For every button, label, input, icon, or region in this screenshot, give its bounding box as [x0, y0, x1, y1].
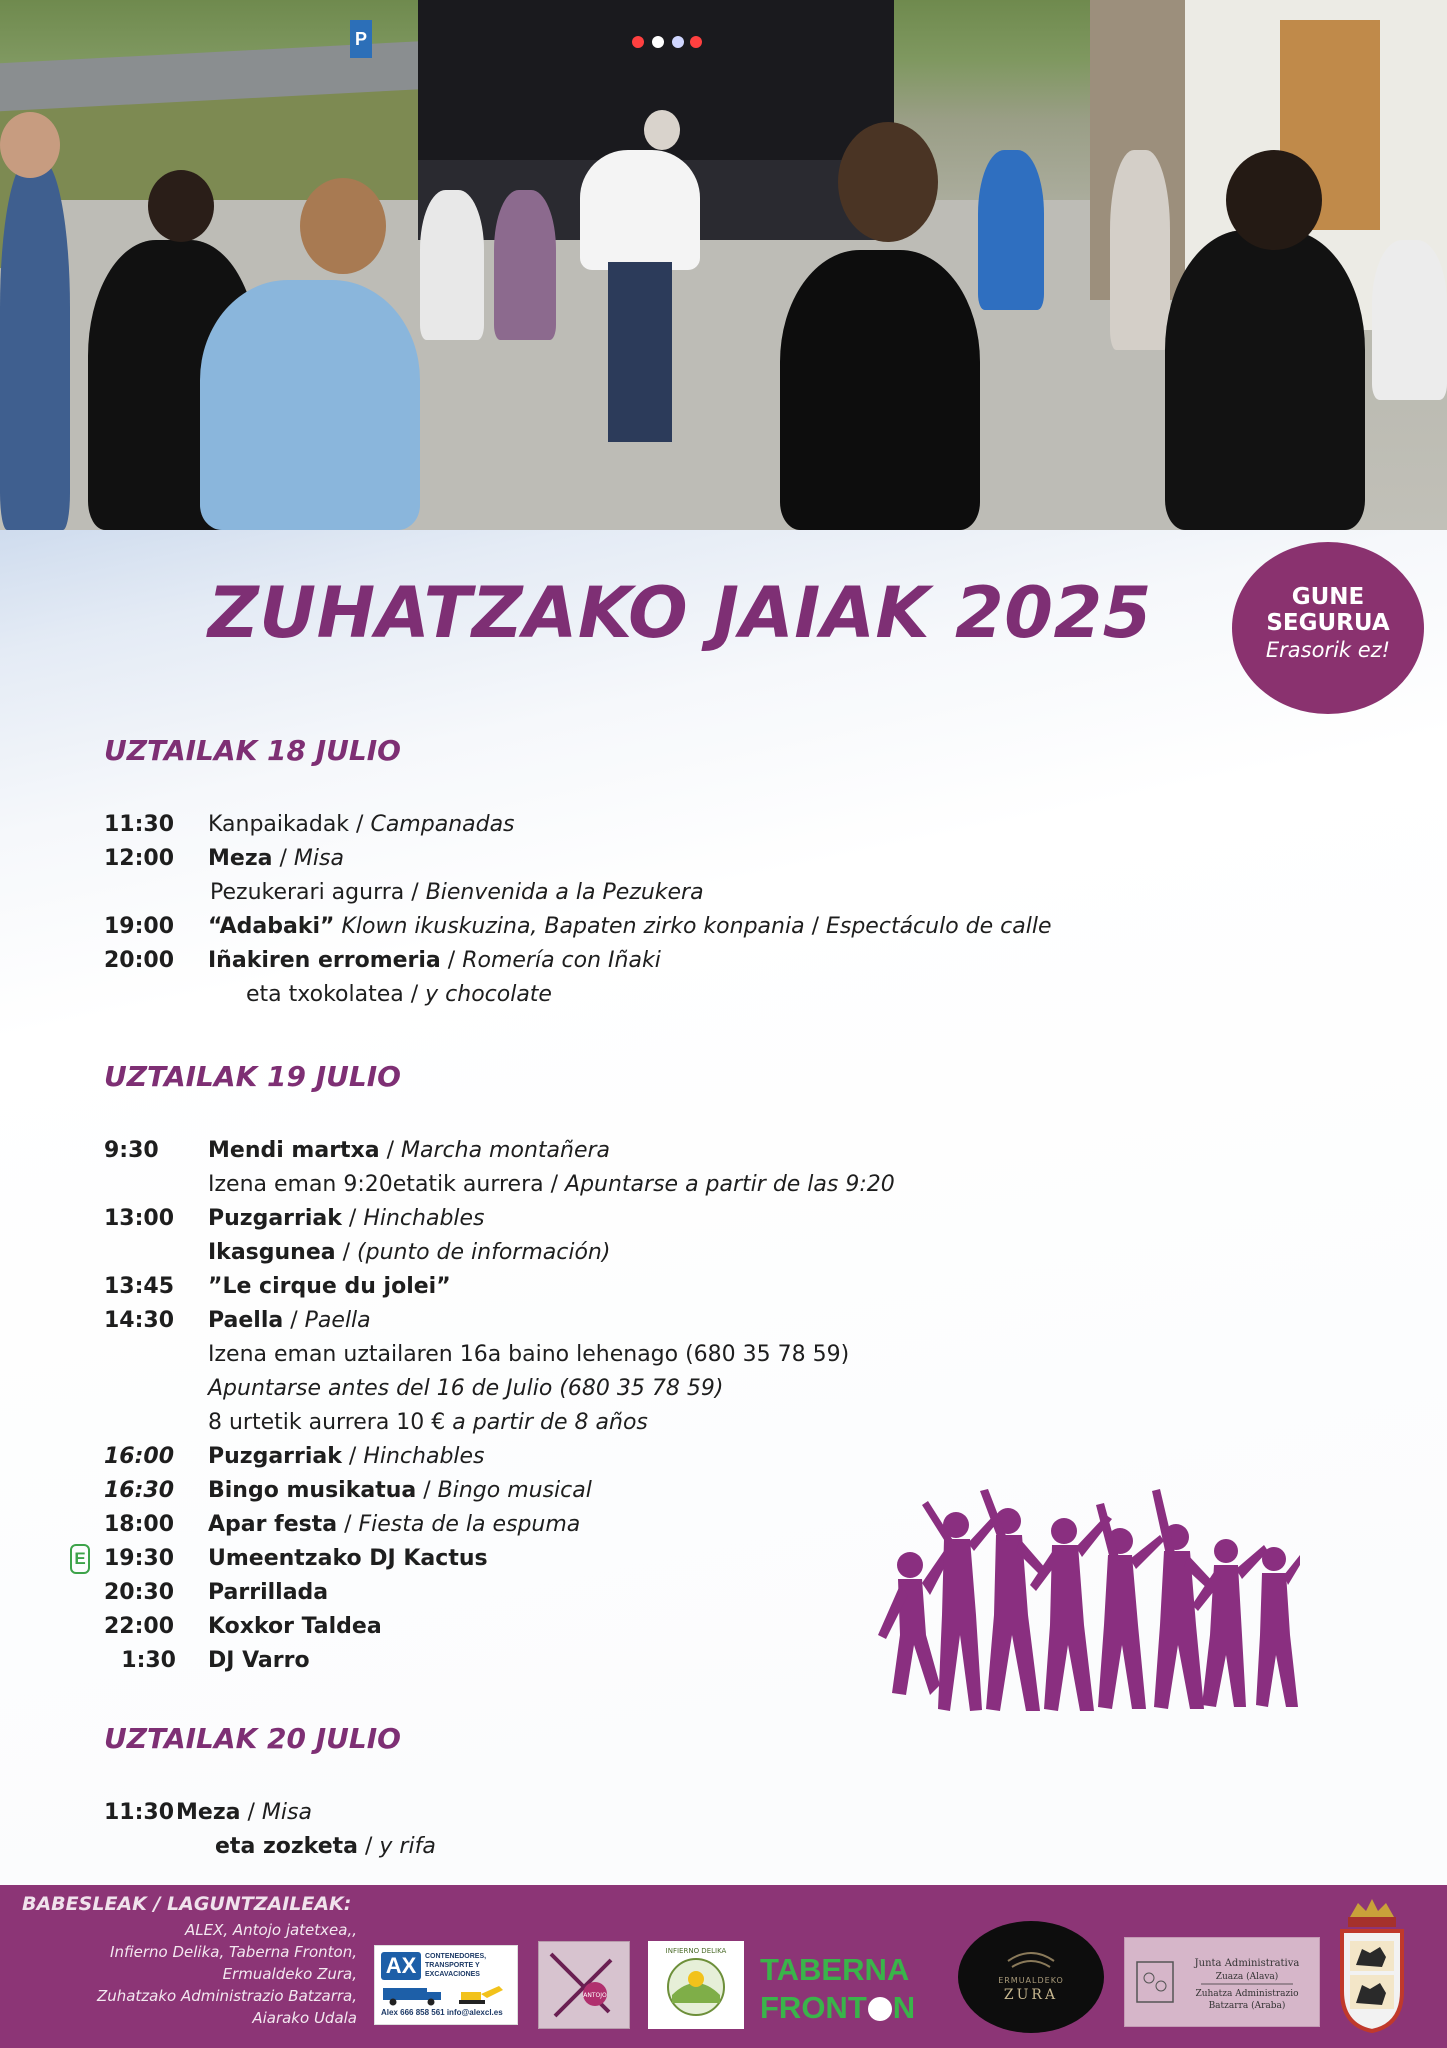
separator: / — [365, 1834, 373, 1859]
event-translation: y rifa — [379, 1834, 436, 1859]
photo-person — [494, 190, 556, 340]
event-name: Izena eman 9:20etatik aurrera — [208, 1172, 544, 1197]
separator: / — [386, 1138, 395, 1163]
separator: / — [423, 1478, 431, 1503]
stage-light — [632, 36, 644, 48]
event-time: 16:30 — [104, 1478, 175, 1503]
event-translation: Apuntarse a partir de las 9:20 — [565, 1172, 895, 1197]
event-name: Puzgarriak — [208, 1206, 342, 1231]
event-name: Pezukerari agurra — [210, 880, 405, 905]
photo-person-head — [644, 110, 680, 150]
event-name: Koxkor Taldea — [208, 1614, 382, 1639]
separator: / — [550, 1172, 559, 1197]
sponsor-line: Infierno Delika, Taberna Fronton, — [110, 1943, 357, 1961]
day-heading: UZTAILAK 20 JULIO — [104, 1722, 401, 1755]
event-row — [0, 876, 1300, 910]
photo-person-head — [838, 122, 938, 242]
taberna-logo-line2-end: N — [892, 1990, 916, 2025]
event-name: eta zozketa — [215, 1834, 358, 1859]
event-row — [0, 1440, 1300, 1474]
event-translation: Fiesta de la espuma — [358, 1512, 581, 1537]
event-translation: Hinchables — [363, 1206, 485, 1231]
photo-person — [420, 190, 484, 340]
photo-person — [1165, 230, 1365, 530]
event-detail: Klown ikuskuzina, Bapaten zirko konpania — [341, 914, 805, 939]
event-row — [0, 842, 1300, 876]
event-time: 19:00 — [104, 914, 175, 939]
event-time: 13:45 — [104, 1274, 175, 1299]
coat-of-arms-icon — [1336, 1895, 1408, 2035]
event-time: 18:00 — [104, 1512, 175, 1537]
junta-administrativa-seal-icon — [1125, 1938, 1321, 2028]
photo-person-head — [0, 112, 60, 178]
event-translation: Marcha montañera — [401, 1138, 610, 1163]
event-name: Apar festa — [208, 1512, 338, 1537]
separator: / — [279, 846, 287, 871]
separator: / — [356, 812, 364, 837]
photo-person — [1372, 240, 1447, 400]
event-row — [0, 1338, 1300, 1372]
event-time: 12:00 — [104, 846, 175, 871]
program-section — [0, 530, 1447, 1885]
event-translation: Espectáculo de calle — [825, 914, 1052, 939]
antojo-logo-text: ANTOJO — [583, 1992, 607, 1999]
sponsor-line: Aiarako Udala — [252, 2009, 357, 2027]
event-row — [0, 978, 1300, 1012]
photo-person-head — [148, 170, 214, 242]
infierno-delika-logo — [648, 1941, 744, 2029]
event-time: 9:30 — [104, 1138, 159, 1163]
photo-person — [780, 250, 980, 530]
event-row — [0, 1202, 1300, 1236]
event-translation: Bienvenida a la Pezukera — [425, 880, 704, 905]
page-title: ZUHATZAKO JAIAK 2025 — [208, 572, 1152, 654]
separator: / — [811, 914, 819, 939]
event-time: 1:30 — [121, 1648, 176, 1673]
badge-line: SEGURUA — [1266, 610, 1390, 636]
event-translation: (punto de información) — [357, 1240, 611, 1265]
antojo-logo — [538, 1941, 630, 2029]
taberna-logo-line1: TABERNA — [760, 1952, 910, 1987]
event-translation: Romería con Iñaki — [462, 948, 661, 973]
junta-logo-line4: Batzarra (Araba) — [1208, 2001, 1286, 2011]
event-name: eta txokolatea — [246, 982, 404, 1007]
event-detail: Izena eman uztailaren 16a baino lehenago (680 35 78 59) — [208, 1342, 850, 1367]
event-time: 13:00 — [104, 1206, 175, 1231]
dancers-silhouette-icon — [870, 1485, 1300, 1715]
truck-icon — [383, 1984, 511, 2006]
day-heading: UZTAILAK 19 JULIO — [104, 1060, 401, 1093]
photo-person — [0, 160, 70, 530]
event-name: ”Le cirque du jolei” — [208, 1274, 451, 1299]
event-detail: 8 urtetik aurrera 10 € — [208, 1410, 446, 1435]
event-name: Kanpaikadak — [208, 812, 350, 837]
badge-subline: Erasorik ez! — [1265, 638, 1391, 662]
day-heading: UZTAILAK 18 JULIO — [104, 734, 401, 767]
event-time: 20:30 — [104, 1580, 175, 1605]
event-name: Iñakiren erromeria — [208, 948, 441, 973]
separator: / — [447, 948, 456, 973]
separator: / — [247, 1800, 255, 1825]
event-translation: Paella — [304, 1308, 371, 1333]
event-time: 22:00 — [104, 1614, 175, 1639]
photo-person-head — [300, 178, 386, 274]
stage-light — [672, 36, 684, 48]
junta-logo-line3: Zuhatza Administrazio — [1195, 1989, 1299, 1999]
event-name: Bingo musikatua — [208, 1478, 417, 1503]
safe-space-badge — [1232, 542, 1424, 714]
event-row — [0, 1168, 1300, 1202]
photo-person — [1110, 150, 1170, 350]
separator: / — [410, 982, 419, 1007]
taberna-fronton-logo — [760, 1951, 940, 2027]
separator: / — [348, 1444, 357, 1469]
event-photo — [0, 0, 1447, 530]
event-name: Meza — [208, 846, 273, 871]
event-name: Ikasgunea — [208, 1240, 336, 1265]
event-translation: Campanadas — [370, 812, 515, 837]
cutlery-icon — [539, 1942, 631, 2030]
event-row — [0, 1236, 1300, 1270]
event-name: DJ Varro — [208, 1648, 310, 1673]
event-time: 20:00 — [104, 948, 175, 973]
ax-logo-mark: AX — [381, 1952, 421, 1980]
photo-person — [200, 280, 420, 530]
event-row — [0, 944, 1300, 978]
sponsor-line: Zuhatzako Administrazio Batzarra, — [96, 1987, 357, 2005]
photo-person — [978, 150, 1044, 310]
junta-logo-line2: Zuaza (Alava) — [1215, 1972, 1279, 1982]
event-time: 19:30 — [104, 1546, 175, 1571]
event-time: 16:00 — [104, 1444, 175, 1469]
infierno-delika-emblem-icon — [648, 1941, 744, 2029]
photo-person-head — [1226, 150, 1322, 250]
separator: / — [344, 1512, 352, 1537]
badge-line: GUNE — [1291, 584, 1365, 610]
event-translation: y chocolate — [425, 982, 552, 1007]
zura-logo-line1: ERMUALDEKO — [998, 1976, 1064, 1985]
event-translation: Misa — [261, 1800, 312, 1825]
event-row — [0, 1304, 1300, 1338]
event-row — [0, 1134, 1300, 1168]
separator: / — [342, 1240, 351, 1265]
ermualdeko-zura-logo — [958, 1921, 1104, 2033]
event-time: 11:30 — [104, 812, 175, 837]
event-name: Mendi martxa — [208, 1138, 380, 1163]
ermualdeko-zura-emblem-icon — [958, 1921, 1104, 2033]
event-name: Meza — [176, 1800, 241, 1825]
event-row — [0, 1830, 1300, 1864]
event-detail: Apuntarse antes del 16 de Julio (680 35 78 59) — [208, 1376, 724, 1401]
junta-logo-line1: Junta Administrativa — [1194, 1958, 1300, 1969]
ax-logo-subtitle: CONTENEDORES, TRANSPORTE Y EXCAVACIONES — [425, 1953, 487, 1978]
event-name: Umeentzako DJ Kactus — [208, 1546, 488, 1571]
event-translation: Bingo musical — [437, 1478, 592, 1503]
event-row — [0, 1406, 1300, 1440]
event-translation: Misa — [293, 846, 344, 871]
event-name: Puzgarriak — [208, 1444, 342, 1469]
event-row — [0, 1372, 1300, 1406]
photo-person — [580, 150, 700, 270]
separator: / — [348, 1206, 357, 1231]
event-row — [0, 1796, 1300, 1830]
separator: / — [290, 1308, 298, 1333]
zura-logo-line2: ZURA — [1003, 1987, 1059, 2003]
ball-icon — [868, 1997, 892, 2021]
infierno-delika-logo-text: INFIERNO DELIKA — [665, 1947, 727, 1955]
sponsors-footer — [0, 1885, 1447, 2048]
sponsor-line: ALEX, Antojo jatetxea,, — [184, 1921, 357, 1939]
event-row — [0, 910, 1300, 944]
parking-sign: P — [350, 20, 372, 58]
taberna-logo-line2: FRONT — [760, 1990, 867, 2025]
sponsor-line: Ermualdeko Zura, — [222, 1965, 357, 1983]
event-time: 11:30 — [104, 1800, 175, 1825]
event-time: 14:30 — [104, 1308, 175, 1333]
event-name: “Adabaki” — [208, 914, 335, 939]
event-translation: Hinchables — [363, 1444, 485, 1469]
stage-light — [690, 36, 702, 48]
sponsors-heading: BABESLEAK / LAGUNTZAILEAK: — [22, 1893, 352, 1915]
ax-logo-contact: Alex 666 858 561 info@alexcl.es — [381, 2008, 503, 2017]
event-name: Paella — [208, 1308, 284, 1333]
junta-administrativa-logo — [1124, 1937, 1320, 2027]
stage-light — [652, 36, 664, 48]
event-row — [0, 1270, 1300, 1304]
event-translation: a partir de 8 años — [452, 1410, 648, 1435]
ax-logo — [374, 1945, 518, 2025]
photo-person-legs — [608, 262, 672, 442]
separator: / — [411, 880, 419, 905]
event-name: Parrillada — [208, 1580, 329, 1605]
event-row — [0, 808, 1300, 842]
e-badge-icon: E — [70, 1544, 90, 1574]
